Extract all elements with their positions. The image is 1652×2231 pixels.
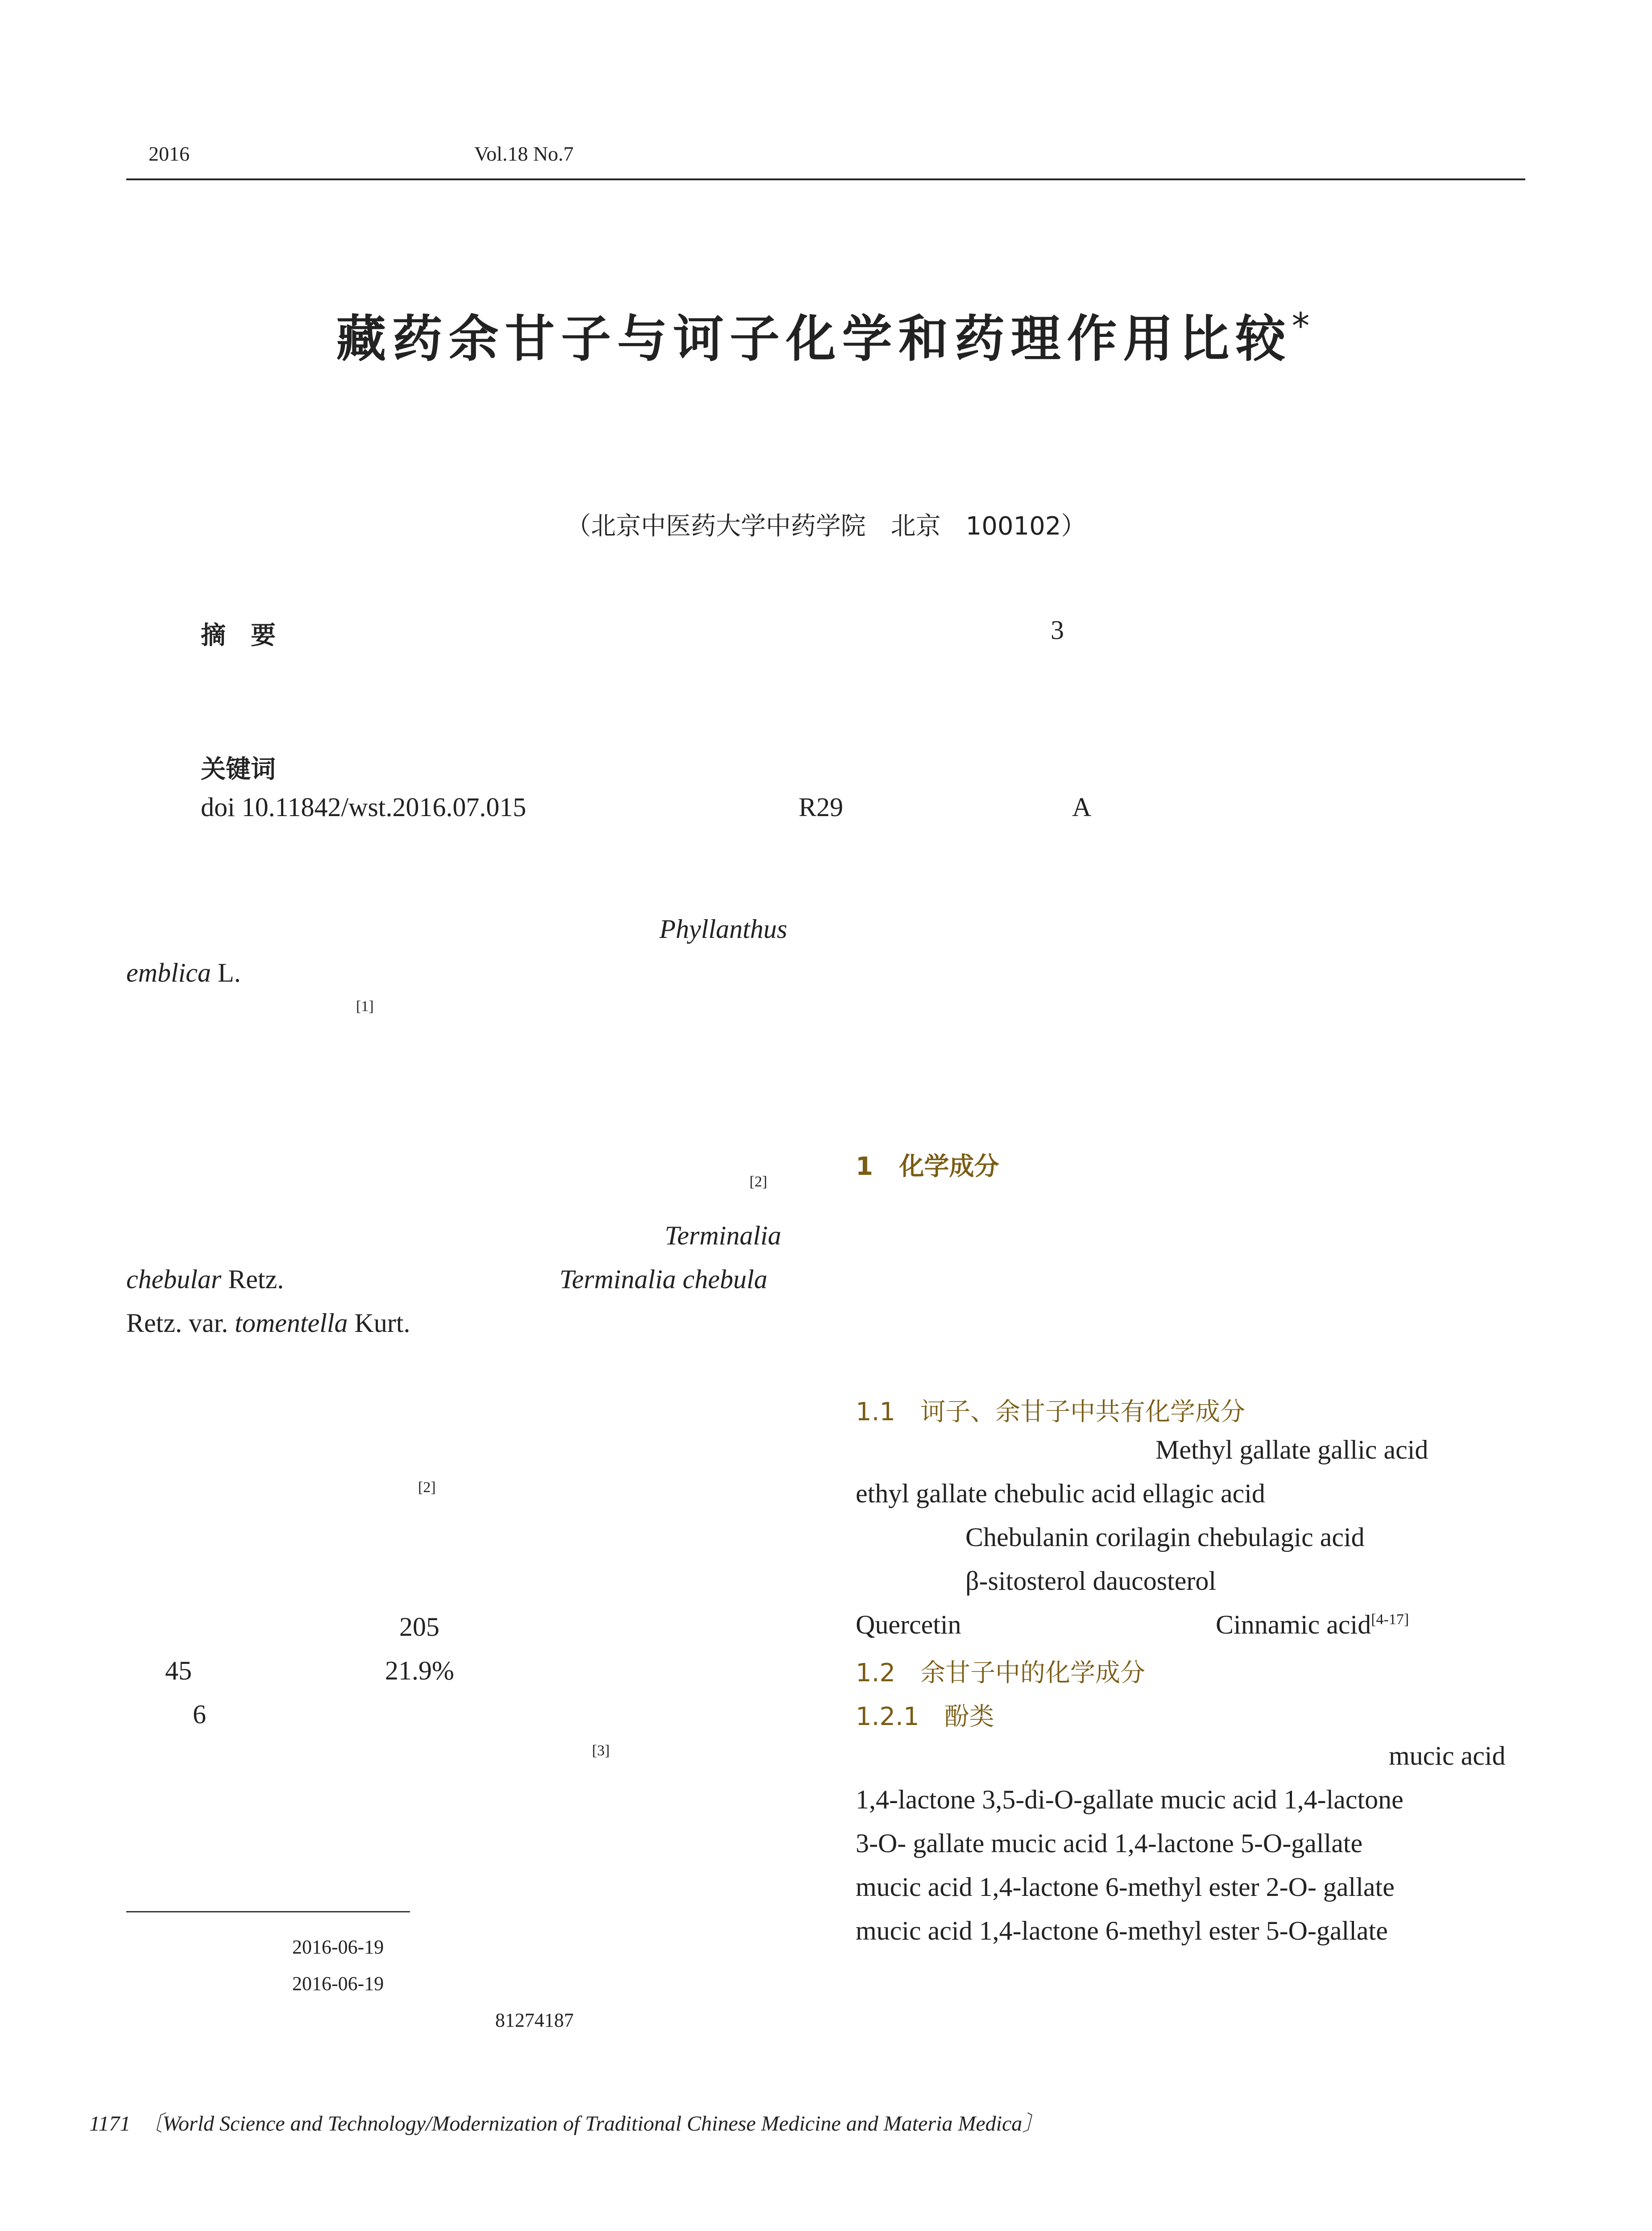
received-date: 2016-06-19 xyxy=(292,1936,384,1958)
header-volume: Vol.18 No.7 xyxy=(474,142,574,165)
abstract-label: 摘 要 xyxy=(201,621,276,650)
ref-3: [3] xyxy=(592,1742,610,1759)
compound-line-3: Chebulanin corilagin chebulagic acid xyxy=(965,1522,1365,1552)
paper-title xyxy=(0,299,1652,371)
count-6: 6 xyxy=(193,1700,206,1729)
revised-date: 2016-06-19 xyxy=(292,1973,384,1995)
page-number: 1171 xyxy=(89,2112,131,2136)
ref-2b: [2] xyxy=(418,1479,436,1496)
section-1-2-1: 1.2.1 酚类 xyxy=(856,1702,994,1731)
header-year: 2016 xyxy=(149,142,190,165)
affiliation: （北京中医药大学中药学院 北京 100102） xyxy=(566,512,1086,541)
phenol-line-5: mucic acid 1,4-lactone 6-methyl ester 5-O-gallate xyxy=(856,1916,1388,1945)
compound-line-4: β-sitosterol daucosterol xyxy=(965,1566,1217,1596)
journal-name: 〔World Science and Technology/Modernization of Traditional Chinese Medicine and Materia Medica〕 xyxy=(141,2112,1044,2136)
keywords-label: 关键词 xyxy=(201,755,276,784)
footnote-rule xyxy=(126,1911,410,1912)
doi: doi 10.11842/wst.2016.07.015 xyxy=(201,792,526,822)
species-chebular: chebular Retz. xyxy=(126,1265,284,1294)
fund-number: 81274187 xyxy=(495,2009,574,2031)
section-1-2: 1.2 余甘子中的化学成分 xyxy=(856,1659,1146,1688)
species-terminalia: Terminalia xyxy=(665,1221,782,1250)
species-phyllanthus: Phyllanthus xyxy=(659,914,787,944)
header-rule xyxy=(126,178,1525,180)
species-var-tomentella: Retz. var. tomentella Kurt. xyxy=(126,1308,410,1338)
section-1: 1 化学成分 xyxy=(856,1152,999,1181)
species-emblica: emblica L. xyxy=(126,958,241,987)
phenol-line-3: 3-O- gallate mucic acid 1,4-lactone 5-O-gallate xyxy=(856,1829,1363,1858)
ref-2: [2] xyxy=(749,1174,767,1190)
phenol-line-2: 1,4-lactone 3,5-di-O-gallate mucic acid 1,4-lactone xyxy=(856,1785,1404,1814)
compound-line-1: Methyl gallate gallic acid xyxy=(1155,1435,1428,1464)
page-footer xyxy=(89,2106,1043,2137)
ref-1: [1] xyxy=(356,998,374,1015)
document-code: A xyxy=(1072,792,1092,822)
count-205: 205 xyxy=(399,1612,439,1642)
title-footnote-mark: * xyxy=(1292,305,1316,347)
phenol-line-1: mucic acid xyxy=(1389,1741,1506,1771)
phenol-line-4: mucic acid 1,4-lactone 6-methyl ester 2-O- gallate xyxy=(856,1872,1395,1902)
percent: 21.9% xyxy=(385,1656,454,1685)
clc-number: R29 xyxy=(799,792,844,822)
species-terminalia-chebula: Terminalia chebula xyxy=(559,1265,768,1294)
title-text: 藏药余甘子与诃子化学和药理作用比较 xyxy=(336,310,1292,368)
count-45: 45 xyxy=(165,1656,192,1685)
compound-quercetin: Quercetin xyxy=(856,1610,961,1639)
section-1-1: 1.1 诃子、余甘子中共有化学成分 xyxy=(856,1397,1246,1427)
abstract-number: 3 xyxy=(1051,615,1064,645)
compound-line-2: ethyl gallate chebulic acid ellagic acid xyxy=(856,1479,1265,1508)
compound-cinnamic: Cinnamic acid[4-17] xyxy=(1216,1610,1409,1639)
